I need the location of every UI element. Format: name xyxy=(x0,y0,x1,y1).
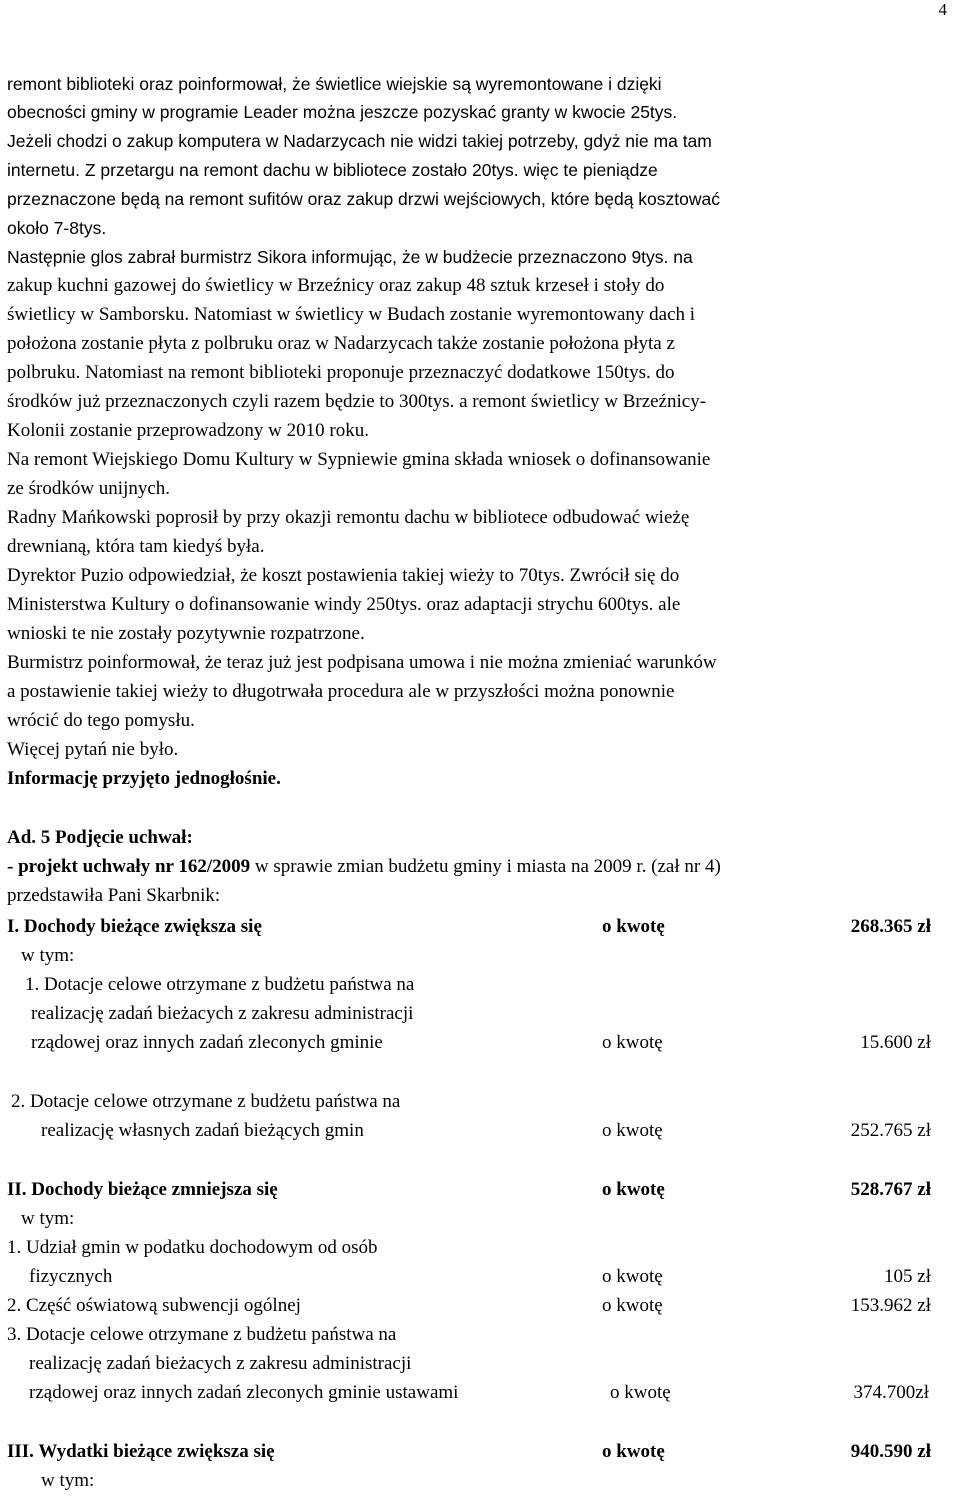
text-line: realizację zadań bieżacych z zakresu administracji xyxy=(29,1353,412,1374)
row-amount: 268.365 zł xyxy=(850,916,931,937)
text-line: 3. Dotacje celowe otrzymane z budżetu państwa na xyxy=(7,1324,397,1345)
budget-row-II-3 xyxy=(7,1382,937,1406)
row-kw: o kwotę xyxy=(602,1266,663,1287)
row-amount: 940.590 zł xyxy=(850,1441,931,1462)
text-line: środków już przeznaczonych czyli razem będzie to 300tys. a remont świetlicy w Brzeźnicy- xyxy=(7,391,707,412)
budget-row-II-1 xyxy=(7,1266,937,1290)
row-amount: 374.700zł xyxy=(853,1382,929,1403)
text-line: w tym: xyxy=(21,945,75,966)
budget-row-I-2 xyxy=(7,1120,937,1144)
resolution-line xyxy=(7,856,721,878)
row-label: rządowej oraz innych zadań zleconych gminie xyxy=(31,1032,383,1053)
row-label: I. Dochody bieżące zwiększa się xyxy=(7,916,262,937)
text-line: Burmistrz poinformował, że teraz już jest podpisana umowa i nie można zmieniać warunków xyxy=(7,652,717,673)
bold-statement: Informację przyjęto jednogłośnie. xyxy=(7,768,281,789)
row-kw: o kwotę xyxy=(602,1032,663,1053)
document-page xyxy=(7,0,955,1499)
text-line: polbruku. Natomiast na remont biblioteki proponuje przeznaczyć dodatkowe 150tys. do xyxy=(7,362,675,383)
text-line: wnioski te nie zostały pozytywnie rozpatrzone. xyxy=(7,623,365,644)
row-amount: 528.767 zł xyxy=(850,1179,931,1200)
row-kw: o kwotę xyxy=(602,1120,663,1141)
row-amount: 252.765 zł xyxy=(850,1120,931,1141)
text-line: Następnie glos zabrał burmistrz Sikora informując, że w budżecie przeznaczono 9tys. na xyxy=(7,247,693,267)
row-amount: 15.600 zł xyxy=(860,1032,931,1053)
text-line: Kolonii zostanie przeprowadzony w 2010 roku. xyxy=(7,420,369,441)
text-line: 1. Dotacje celowe otrzymane z budżetu państwa na xyxy=(25,974,415,995)
row-kw: o kwotę xyxy=(602,916,665,937)
text-line: Więcej pytań nie było. xyxy=(7,739,179,760)
text-line: a postawienie takiej wieży to długotrwała procedura ale w przyszłości można ponownie xyxy=(7,681,675,702)
row-amount: 105 zł xyxy=(884,1266,931,1287)
row-label: realizację własnych zadań bieżących gmin xyxy=(41,1120,364,1141)
budget-row-I xyxy=(7,916,937,940)
text-line: Ministerstwa Kultury o dofinansowanie windy 250tys. oraz adaptacji strychu 600tys. ale xyxy=(7,594,681,615)
resolution-number: - projekt uchwały nr 162/2009 xyxy=(7,856,251,877)
row-kw: o kwotę xyxy=(602,1295,663,1316)
row-kw: o kwotę xyxy=(602,1441,665,1462)
row-label: rządowej oraz innych zadań zleconych gminie ustawami xyxy=(29,1382,459,1403)
text-line: około 7-8tys. xyxy=(7,218,107,238)
budget-row-III xyxy=(7,1441,937,1465)
section-heading xyxy=(7,827,193,849)
row-amount: 153.962 zł xyxy=(850,1295,931,1316)
text-line: położona zostanie płyta z polbruku oraz w Nadarzycach także zostanie położona płyta z xyxy=(7,333,675,354)
text-line: w tym: xyxy=(41,1470,95,1491)
row-kw: o kwotę xyxy=(610,1382,671,1403)
text-line: zakup kuchni gazowej do świetlicy w Brzeźnicy oraz zakup 48 sztuk krzeseł i stoły do xyxy=(7,275,665,296)
text-line: przeznaczone będą na remont sufitów oraz zakup drzwi wejściowych, które będą kosztować xyxy=(7,189,720,209)
text-line: Radny Mańkowski poprosił by przy okazji remontu dachu w bibliotece odbudować wieżę xyxy=(7,507,690,528)
text-line: 1. Udział gmin w podatku dochodowym od osób xyxy=(7,1237,378,1258)
text-line: remont biblioteki oraz poinformował, że świetlice wiejskie są wyremontowane i dzięki xyxy=(7,74,662,94)
text-line: internetu. Z przetargu na remont dachu w bibliotece zostało 20tys. więc te pieniądze xyxy=(7,160,658,180)
text-line: 2. Dotacje celowe otrzymane z budżetu państwa na xyxy=(11,1091,401,1112)
row-label: III. Wydatki bieżące zwiększa się xyxy=(7,1441,275,1462)
row-label: 2. Część oświatową subwencji ogólnej xyxy=(7,1295,301,1316)
text-line: Jeżeli chodzi o zakup komputera w Nadarzycach nie widzi takiej potrzeby, gdyż nie ma tam xyxy=(7,131,712,151)
resolution-desc: w sprawie zmian budżetu gminy i miasta na 2009 r. (zał nr 4) xyxy=(250,856,721,877)
row-label: fizycznych xyxy=(29,1266,113,1287)
row-kw: o kwotę xyxy=(602,1179,665,1200)
section-title: 5 Podjęcie uchwał: xyxy=(36,827,193,848)
text-line: obecności gminy w programie Leader można jeszcze pozyskać granty w kwocie 25tys. xyxy=(7,102,678,122)
budget-row-II xyxy=(7,1179,937,1203)
section-prefix: Ad. xyxy=(7,827,37,848)
budget-row-I-1 xyxy=(7,1032,937,1056)
text-line: Na remont Wiejskiego Domu Kultury w Sypniewie gmina składa wniosek o dofinansowanie xyxy=(7,449,711,470)
text-line: w tym: xyxy=(21,1208,75,1229)
text-line: drewnianą, która tam kiedyś była. xyxy=(7,536,265,557)
text-line: ze środków unijnych. xyxy=(7,478,171,499)
row-label: II. Dochody bieżące zmniejsza się xyxy=(7,1179,278,1200)
page-number: 4 xyxy=(938,0,947,19)
text-line: wrócić do tego pomysłu. xyxy=(7,710,195,731)
text-line: Dyrektor Puzio odpowiedział, że koszt postawienia takiej wieży to 70tys. Zwrócił się do xyxy=(7,565,680,586)
text-line: przedstawiła Pani Skarbnik: xyxy=(7,885,221,906)
budget-row-II-2 xyxy=(7,1295,937,1319)
text-line: świetlicy w Samborsku. Natomiast w świetlicy w Budach zostanie wyremontowany dach i xyxy=(7,304,696,325)
text-line: realizację zadań bieżacych z zakresu administracji xyxy=(31,1003,414,1024)
